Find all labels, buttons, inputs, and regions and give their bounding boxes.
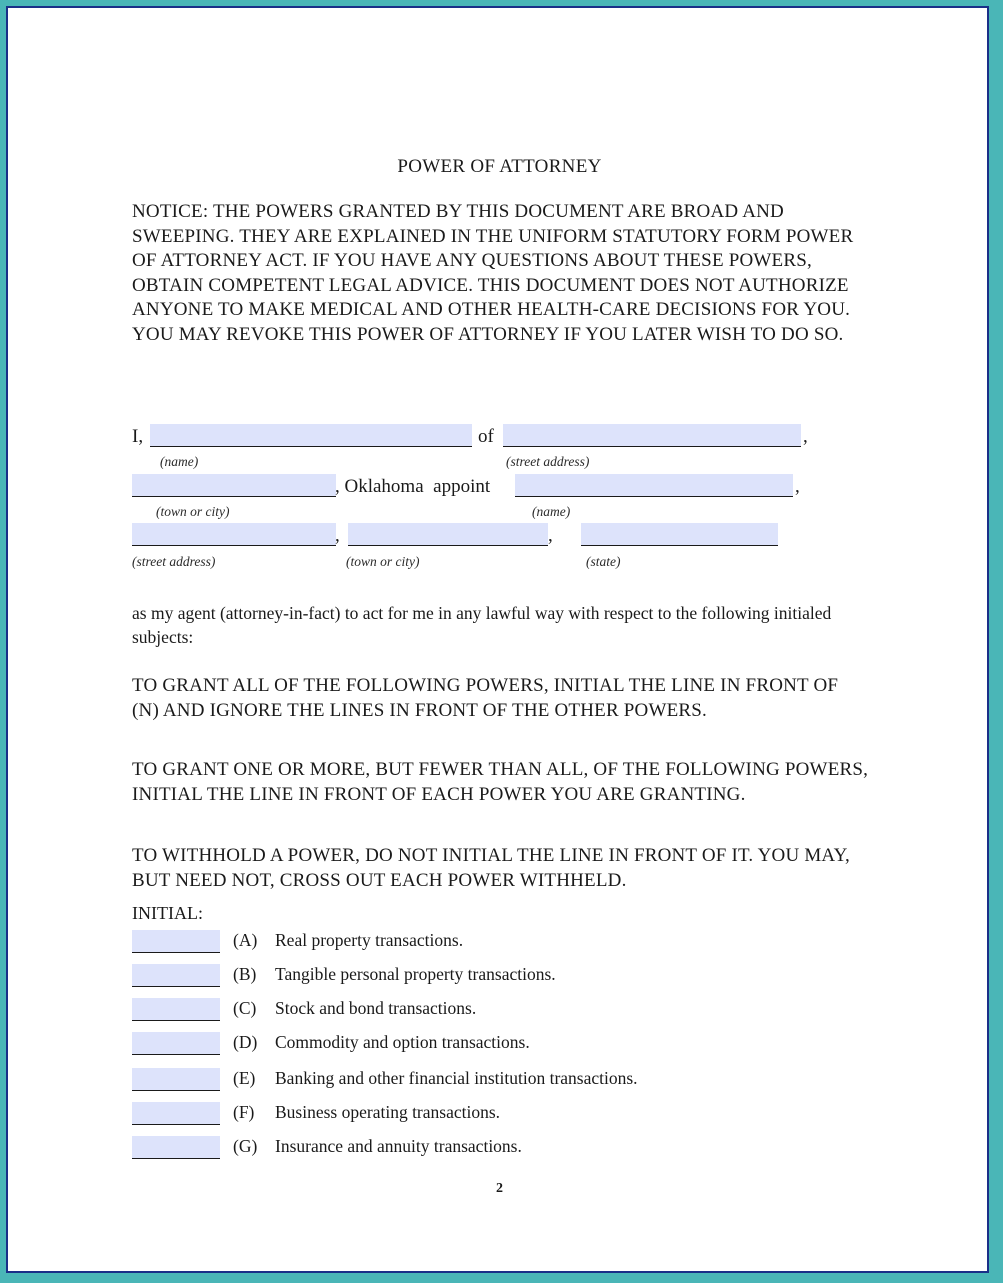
agent-name-label: (name) xyxy=(532,504,571,519)
initial-field-g[interactable] xyxy=(132,1136,220,1159)
street-address-label: (street address) xyxy=(506,454,590,469)
agent-paragraph: as my agent (attorney-in-fact) to act for me in any lawful way with respect to the following initialed subjects: xyxy=(132,603,832,647)
power-text: Banking and other financial institution transactions. xyxy=(275,1068,638,1088)
power-letter: (D) xyxy=(233,1032,258,1052)
i-text: I, xyxy=(132,426,144,447)
agent-state-label: (state) xyxy=(586,554,621,569)
power-text: Insurance and annuity transactions. xyxy=(275,1136,522,1156)
instruction-paragraph: TO WITHHOLD A POWER, DO NOT INITIAL THE LINE IN FRONT OF IT. YOU MAY, BUT NEED NOT, CROSS OUT EACH POWER WITHHELD. xyxy=(132,845,851,891)
agent-street-field[interactable] xyxy=(132,523,336,546)
power-text: Tangible personal property transactions. xyxy=(275,964,556,984)
page-number: 2 xyxy=(496,1181,503,1196)
comma-text: , xyxy=(548,525,553,546)
instruction-paragraph: TO GRANT ALL OF THE FOLLOWING POWERS, INITIAL THE LINE IN FRONT OF (N) AND IGNORE THE LINES IN FRONT OF THE OTHER POWERS. xyxy=(132,675,839,721)
notice-paragraph: NOTICE: THE POWERS GRANTED BY THIS DOCUMENT ARE BROAD AND SWEEPING. THEY ARE EXPLAINED IN THE UNIFORM STATUTORY FORM POWER OF ATTORNEY ACT. IF YOU HAVE ANY QUESTIONS ABOUT THESE POWERS, OBTAIN COMPETENT LEGAL ADVICE. THIS DOCUMENT DOES NOT AUTHORIZE ANYONE TO MAKE MEDICAL AND OTHER HEALTH-CARE DECISIONS FOR YOU. YOU MAY REVOKE THIS POWER OF ATTORNEY IF YOU LATER WISH TO DO SO. xyxy=(132,201,854,345)
comma-text: , xyxy=(335,525,340,546)
agent-street-label: (street address) xyxy=(132,554,216,569)
power-text: Stock and bond transactions. xyxy=(275,998,477,1018)
power-letter: (E) xyxy=(233,1068,256,1088)
principal-street-field[interactable] xyxy=(503,424,801,447)
town-or-city-label: (town or city) xyxy=(156,504,230,519)
agent-town-field[interactable] xyxy=(348,523,548,546)
power-letter: (B) xyxy=(233,964,257,984)
power-text: Business operating transactions. xyxy=(275,1102,501,1122)
initial-label: INITIAL: xyxy=(132,903,203,923)
agent-name-field[interactable] xyxy=(515,474,793,497)
power-letter: (C) xyxy=(233,998,257,1018)
initial-field-a[interactable] xyxy=(132,930,220,953)
document-page xyxy=(6,6,989,1273)
initial-field-b[interactable] xyxy=(132,964,220,987)
instruction-paragraph: TO GRANT ONE OR MORE, BUT FEWER THAN ALL, OF THE FOLLOWING POWERS, INITIAL THE LINE IN FRONT OF EACH POWER YOU ARE GRANTING. xyxy=(132,759,869,805)
comma-text: , xyxy=(795,476,800,497)
oklahoma-appoint-text: , Oklahoma appoint xyxy=(335,476,491,497)
power-letter: (F) xyxy=(233,1102,255,1122)
principal-town-field[interactable] xyxy=(132,474,336,497)
page-title: POWER OF ATTORNEY xyxy=(397,156,602,177)
agent-town-label: (town or city) xyxy=(346,554,420,569)
name-label: (name) xyxy=(160,454,199,469)
of-text: of xyxy=(478,426,494,447)
power-letter: (G) xyxy=(233,1136,258,1156)
initial-field-d[interactable] xyxy=(132,1032,220,1055)
power-text: Commodity and option transactions. xyxy=(275,1032,530,1052)
initial-field-e[interactable] xyxy=(132,1068,220,1091)
initial-field-f[interactable] xyxy=(132,1102,220,1125)
comma-text: , xyxy=(803,426,808,447)
initial-field-c[interactable] xyxy=(132,998,220,1021)
principal-name-field[interactable] xyxy=(150,424,472,447)
agent-state-field[interactable] xyxy=(581,523,778,546)
power-text: Real property transactions. xyxy=(275,930,464,950)
power-letter: (A) xyxy=(233,930,258,950)
